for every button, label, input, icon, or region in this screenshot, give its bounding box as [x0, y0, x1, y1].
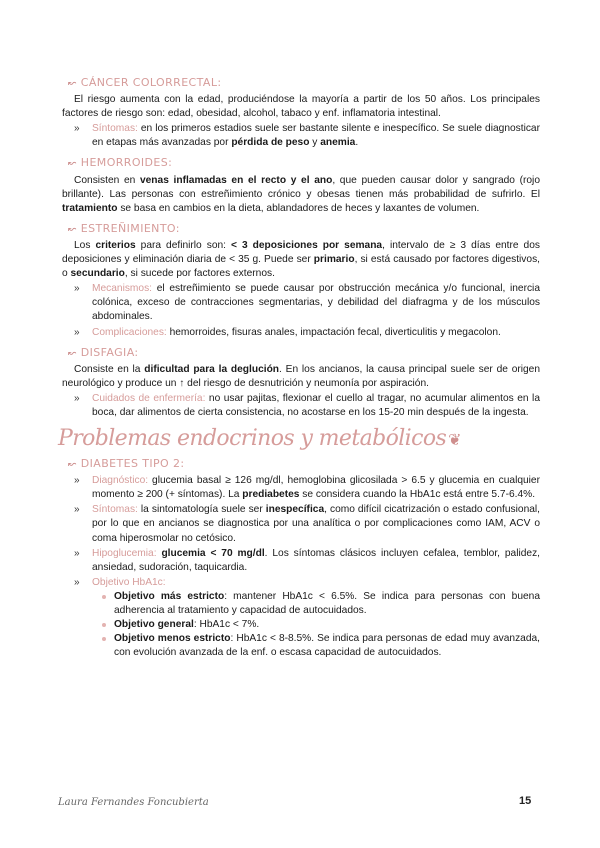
subheading: ↜ ESTREÑIMIENTO:: [68, 221, 180, 235]
list-item: » Cuidados de enfermería: no usar pajitas, flexionar el cuello al tragar, no acumular alimentos en la boca, dar alimentos de cierta consistencia, no acostarse en los 15-20 min después de la ingesta.: [74, 392, 540, 418]
subheading: ↜ HEMORROIDES:: [68, 156, 173, 170]
flourish-icon: ↜: [68, 223, 77, 235]
list-item: » Diagnóstico: glucemia basal ≥ 126 mg/dl, hemoglobina glicosilada > 6.5 y glucemia en cualquier momento ≥ 200 (+ síntomas). La prediabetes se considera cuando la HbA1c está entre 5.7-6.4%.: [74, 475, 540, 501]
list-item: » Síntomas: en los primeros estadios suele ser bastante silente e inespecífico. Se suele diagnosticar en etapas más avanzadas por pérdida de peso y anemia.: [74, 123, 540, 149]
list-item: » Objetivo HbA1c:: [62, 576, 540, 590]
paragraph: Los criterios para definirlo son: < 3 deposiciones por semana, intervalo de ≥ 3 días entre dos deposiciones y eliminación diaria de < 35 g. Puede ser primario, si está causado por factores digestivos, o secundario, si sucede por factores externos.: [62, 239, 540, 280]
list-item: » Síntomas: la sintomatología suele ser inespecífica, como difícil cicatrización o estado confusional, por lo que en ancianos se diagnostica por una analítica o por complicaciones como IAM, ACV o coma hiperosmolar no cetósico.: [74, 504, 540, 544]
page-content: [58, 76, 541, 666]
flourish-icon: ↜: [68, 78, 77, 89]
flourish-icon: ↜: [68, 347, 77, 359]
double-chevron-icon: »: [74, 475, 78, 487]
section-cancer-colorrectal: [62, 76, 540, 150]
paragraph: El riesgo aumenta con la edad, produciéndose la mayoría a partir de los 50 años. Los principales factores de riesgo son: edad, obesidad, alcohol, tabaco y enf. inflamatoria intestinal.: [62, 94, 540, 120]
subheading: ↜ CÁNCER COLORRECTAL:: [68, 76, 222, 89]
bullet-dot: [102, 623, 106, 627]
page-number: 15: [519, 795, 532, 807]
list-item: » Complicaciones: hemorroides, fisuras anales, impactación fecal, diverticulitis y megacolon.: [62, 326, 540, 340]
double-chevron-icon: »: [74, 392, 78, 404]
double-chevron-icon: »: [74, 547, 78, 559]
section-diabetes: [62, 457, 540, 660]
bullet-dot: [102, 637, 106, 641]
leaf-icon: ❦: [448, 430, 461, 450]
subheading: ↜ DIABETES TIPO 2:: [68, 457, 185, 471]
sub-list-item: Objetivo más estricto: mantener HbA1c < 6.5%. Se indica para personas con buena adherencia al tratamiento y capacidad de autocuidados.: [62, 590, 540, 618]
paragraph: Consisten en venas inflamadas en el recto y el ano, que pueden causar dolor y sangrado (rojo brillante). Las personas con estreñimiento crónico y obesas tienen más probabilidad de sufrirlo. El tratamiento se basa en cambios en la dieta, ablandadores de heces y laxantes de volumen.: [62, 174, 540, 214]
sub-list-item: Objetivo menos estricto: HbA1c < 8-8.5%. Se indica para personas de edad muy avanzada, con evolución avanzada de la enf. o escasa capacidad de autocuidados.: [62, 632, 540, 660]
paragraph: Consiste en la dificultad para la deglución. En los ancianos, la causa principal suele ser de origen neurológico y produce un ↑ del riesgo de desnutrición y neumonía por aspiración.: [62, 363, 541, 389]
double-chevron-icon: »: [74, 576, 78, 588]
section-estrenimiento: [62, 222, 540, 340]
list-item: » Mecanismos: el estreñimiento se puede causar por obstrucción mecánica y/o funcional, inercia colónica, exceso de contracciones segmentarias, y debilidad del diafragma y de los músculos abdominales.: [74, 283, 540, 323]
double-chevron-icon: »: [74, 326, 78, 338]
list-item: » Hipoglucemia: glucemia < 70 mg/dl. Los síntomas clásicos incluyen cefalea, temblor, palidez, ansiedad, sudoración, taquicardia.: [74, 547, 540, 573]
double-chevron-icon: »: [74, 123, 78, 135]
flourish-icon: ↜: [68, 459, 77, 471]
subheading: ↜ DISFAGIA:: [68, 345, 139, 359]
flourish-icon: ↜: [68, 158, 77, 170]
section-hemorroides: [62, 156, 540, 215]
sub-list-item: Objetivo general: HbA1c < 7%.: [62, 618, 540, 632]
footer-author: Laura Fernandes Foncubierta: [58, 797, 209, 808]
section-disfagia: [62, 346, 540, 420]
chapter-title: Problemas endocrinos y metabólicos ❦: [58, 426, 461, 452]
double-chevron-icon: »: [74, 283, 78, 295]
double-chevron-icon: »: [74, 504, 78, 516]
bullet-dot: [102, 595, 106, 599]
